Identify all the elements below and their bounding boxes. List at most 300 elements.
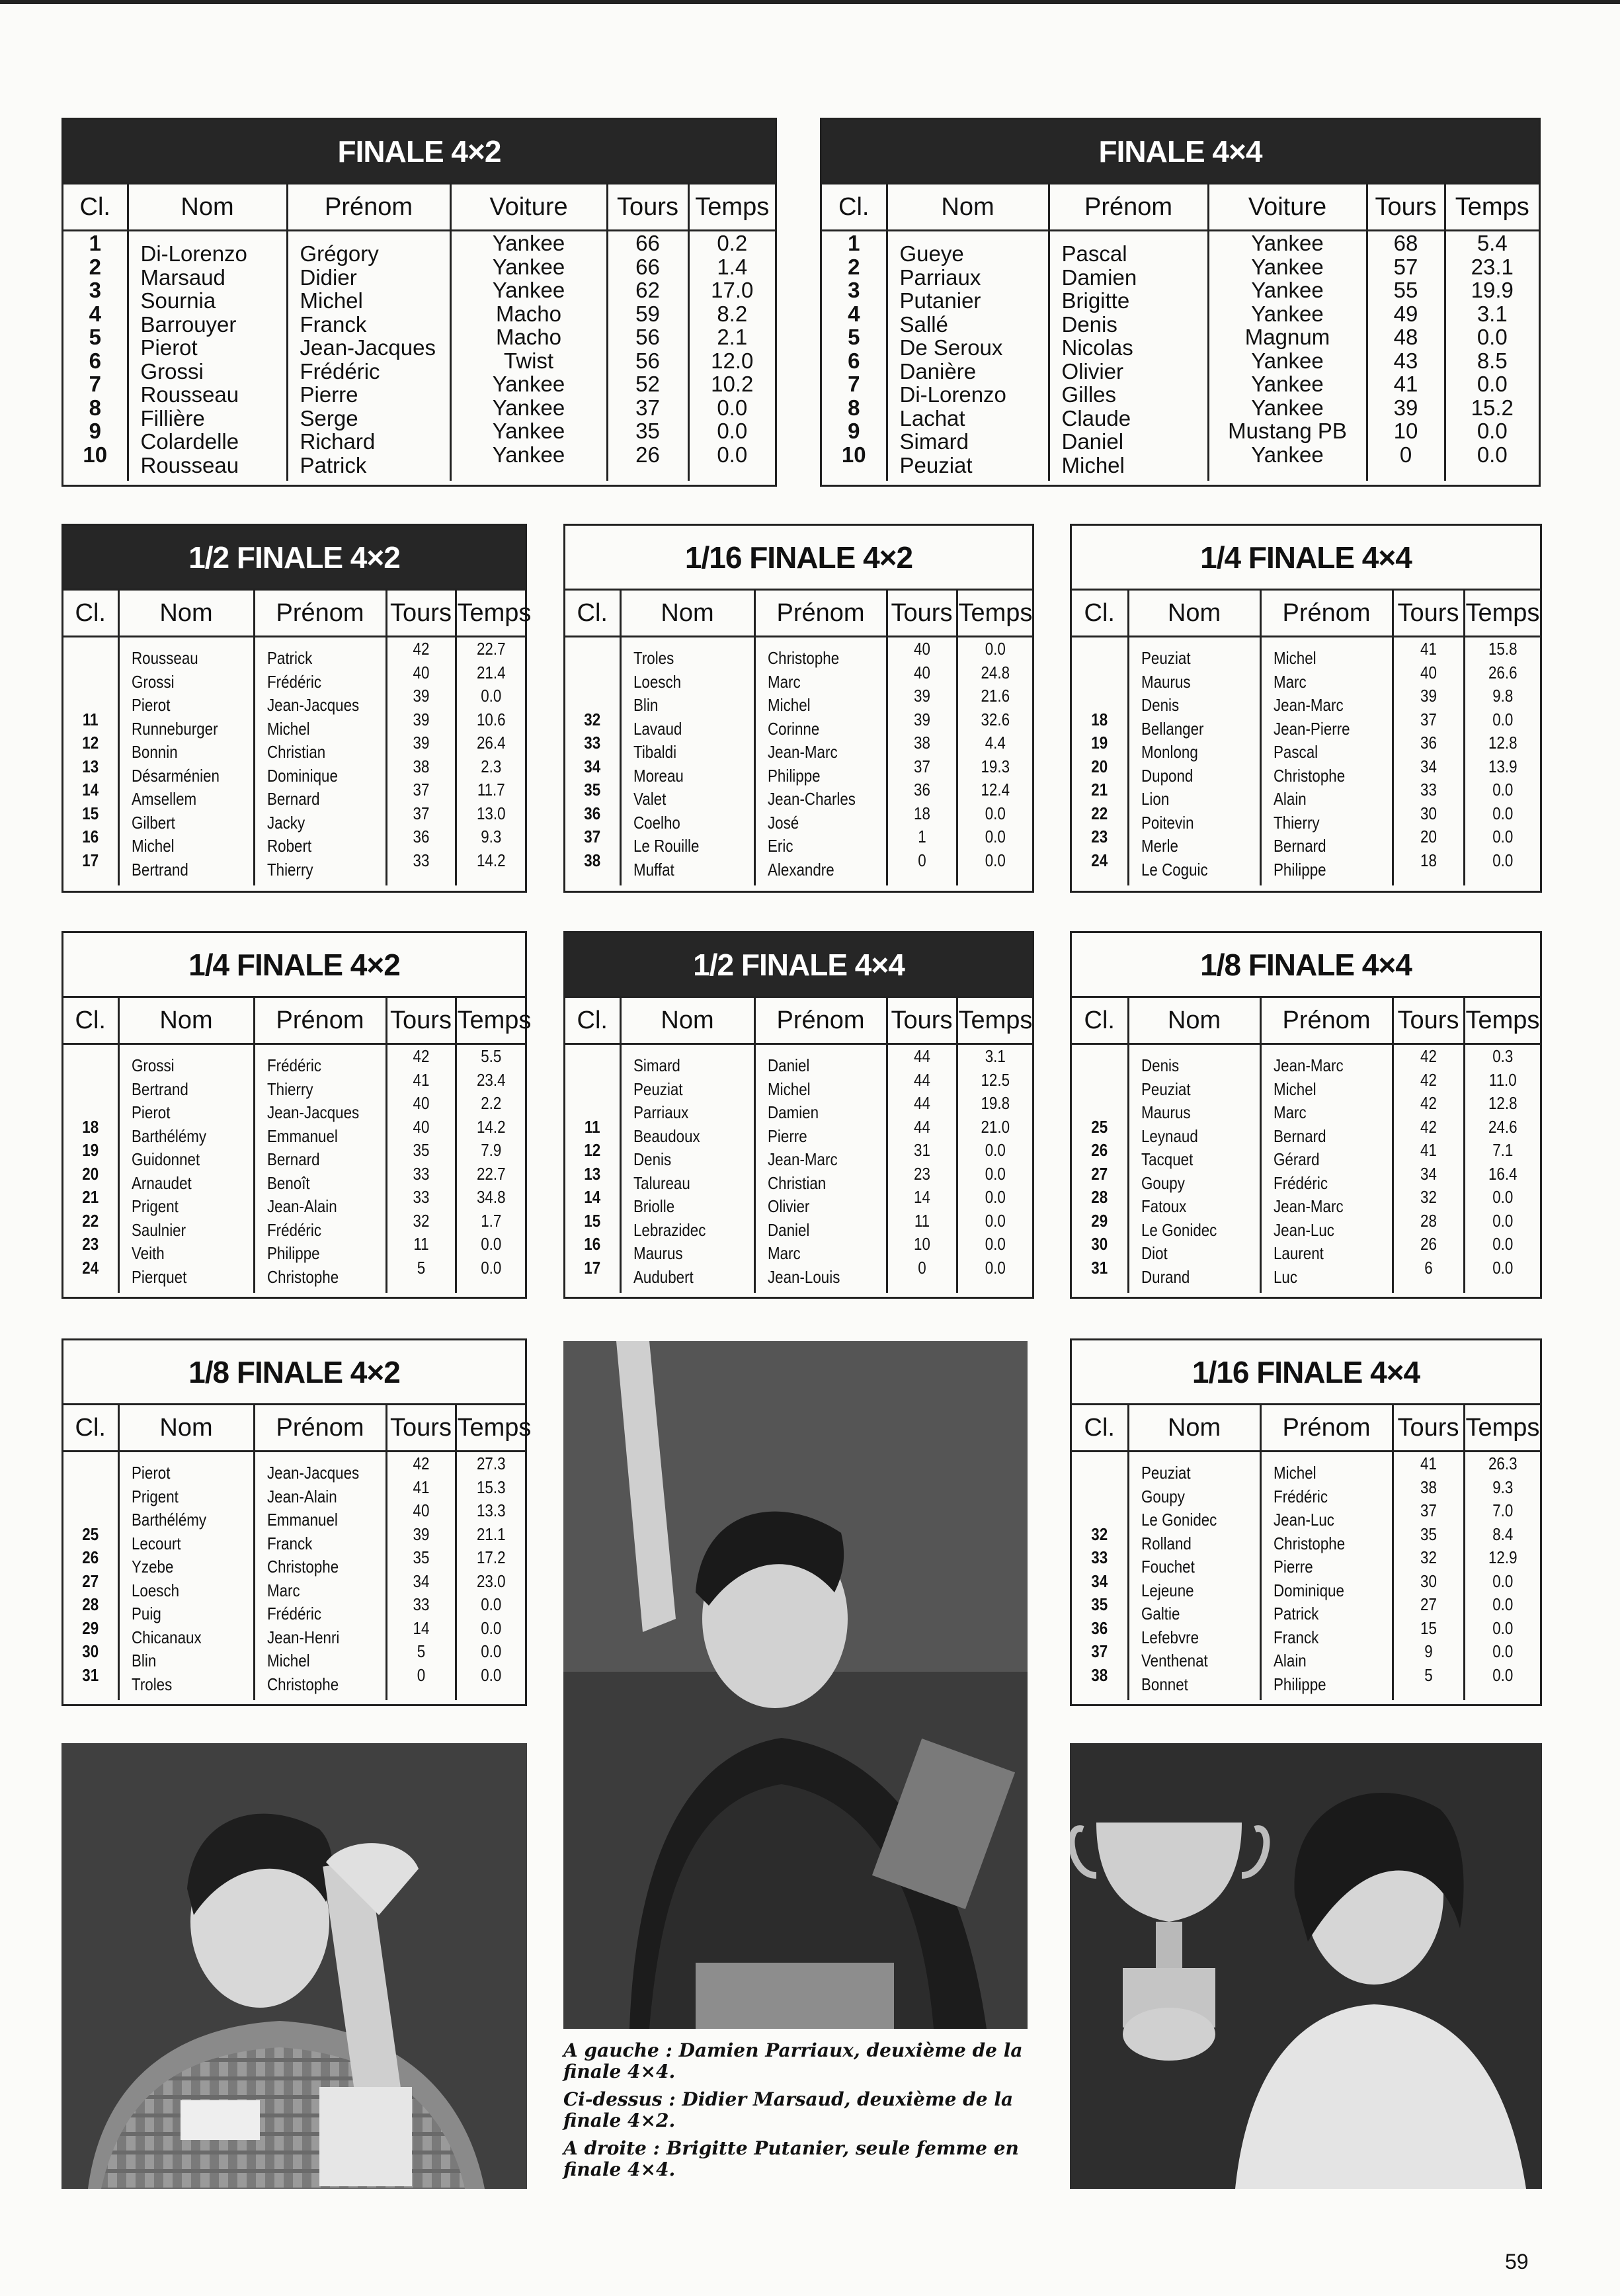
header-prenom: Prénom [254,591,386,637]
cell-value: Brigitte [1061,288,1130,313]
body-row [822,231,1539,481]
col-temps [1464,1044,1540,1293]
header-tours: Tours [386,591,456,637]
cell-value: Bellanger [1141,718,1203,739]
cell-value: 35 [584,780,601,800]
cell-value: Yankee [492,442,565,467]
cell-value: Eric [767,836,793,856]
cell-value: 26.6 [1488,662,1518,682]
cell-value: 0.0 [985,1140,1006,1160]
photo-caption [563,2040,1039,2187]
cell-value: 56 [635,348,660,373]
cell-value: 16 [584,1234,601,1254]
cell-value: Pierot [131,695,170,715]
header-nom: Nom [620,591,754,637]
cell-value: 7 [89,372,101,396]
cell-value: 6 [89,348,101,373]
table-seizieme-4x4 [1070,1338,1542,1706]
header-row [1072,591,1540,637]
cell-value: 1.4 [717,254,748,279]
table-title: 1/2 FINALE 4×2 [63,526,525,591]
cell-value: Bernard [266,789,320,809]
col-tours [1393,637,1464,886]
cell-value: 24 [82,1257,99,1278]
cell-value: Goupy [1141,1172,1185,1193]
header-tours: Tours [887,591,957,637]
cell-value: 0 [1399,442,1412,467]
cell-value: 8 [89,395,101,420]
cell-value: 49 [1393,301,1418,326]
cell-value: Guidonnet [131,1149,200,1169]
cell-value: 0 [917,1257,926,1278]
cell-value: Didier [300,265,357,290]
cell-value: 0.0 [1477,419,1508,443]
cell-value: Jean-Alain [266,1196,337,1216]
cell-value: Yankee [1251,395,1324,420]
cell-value: 21.1 [476,1524,506,1544]
cell-value: Macho [495,325,562,349]
cell-value: Pierot [131,1102,170,1122]
cell-value: Loesch [131,1580,179,1600]
cell-value: 44 [913,1046,930,1066]
cell-value [1076,1092,1123,1116]
cell-value: José [767,812,799,833]
table-title: FINALE 4×4 [822,120,1539,184]
cell-value: 12.0 [711,348,754,373]
cell-value: 35 [413,1547,429,1567]
cell-value [1076,1499,1123,1523]
cell-value: 42 [1420,1046,1437,1066]
cell-value: 0.0 [985,1187,1006,1207]
cell-value: Marc [767,1243,801,1263]
cell-value: Dupond [1141,765,1193,786]
table-huitieme-4x2 [61,1338,532,1706]
cell-value: Briolle [633,1196,674,1216]
cell-value: 19 [1091,733,1108,753]
header-prenom: Prénom [1260,1405,1393,1452]
header-cl: Cl. [63,591,118,637]
cell-value [67,1499,114,1523]
col-cl [63,1044,118,1293]
cell-value: Jean-Marc [767,1149,838,1169]
cell-value: Michel [1061,452,1125,477]
col-nom [128,231,287,481]
cell-value: 0.0 [1492,1594,1513,1614]
cell-value: 39 [913,709,930,729]
cell-value: 9 [848,419,860,443]
col-nom [620,637,754,886]
cell-value: 35 [635,419,660,443]
cell-value: 16.4 [1488,1163,1518,1184]
cell-value: Daniel [1061,429,1124,454]
cell-value [569,1069,616,1092]
cell-value: Yankee [1251,301,1324,326]
cell-value: 19.8 [980,1093,1010,1113]
header-cl: Cl. [565,591,620,637]
cell-value: 32 [1420,1547,1437,1567]
cell-value: Franck [1273,1627,1318,1647]
cell-value: 35 [1091,1594,1108,1614]
cell-value: 42 [413,639,429,659]
col-tours [386,637,456,886]
cell-value [569,684,616,708]
header-prenom: Prénom [754,591,887,637]
cell-value: 40 [913,639,930,659]
cell-value: 56 [635,325,660,349]
cell-value: Simard [633,1055,680,1075]
cell-value: 40 [413,1093,429,1113]
col-prenom [287,231,450,481]
cell-value: 44 [913,1069,930,1090]
cell-value: 36 [1420,733,1437,753]
cell-value [67,1069,114,1092]
cell-value: 42 [1420,1069,1437,1090]
col-nom [887,231,1049,481]
cell-value: Patrick [300,452,367,477]
cell-value: Bonnin [131,742,178,762]
cell-value: Yankee [1251,231,1324,255]
cell-value: 40 [1420,662,1437,682]
cell-value: 0.3 [1492,1046,1513,1066]
cell-value: 3 [89,278,101,302]
col-prenom [1260,1044,1393,1293]
col-prenom [754,637,887,886]
photo-boy-with-trophy [61,1743,527,2189]
cell-value [67,684,114,708]
cell-value: Frédéric [266,1055,321,1075]
cell-value: 9.3 [480,827,501,846]
col-cl [63,231,128,481]
cell-value: 37 [584,827,601,846]
cell-value: Yankee [1251,254,1324,279]
cell-value: Tacquet [1141,1149,1193,1169]
cell-value: Michel [131,836,175,856]
cell-value: 0.0 [1477,442,1508,467]
cell-value: 15 [1420,1618,1437,1638]
cell-value: 40 [413,1116,429,1137]
caption-line: A gauche : Damien Parriaux, deuxième de la finale 4×4. [563,2039,1023,2082]
cell-value: 21 [82,1187,99,1207]
cell-value: 26 [1091,1140,1108,1160]
cell-value: 18 [1420,850,1437,870]
col-temps [456,637,525,886]
header-prenom: Prénom [287,184,450,231]
cell-value: 35 [413,1140,429,1160]
cell-value: Chicanaux [131,1627,202,1647]
cell-value: Di-Lorenzo [899,382,1006,407]
cell-value: Pierot [131,1463,170,1483]
col-tours [386,1452,456,1701]
cell-value: Gilles [1061,382,1117,407]
header-tours: Tours [607,184,688,231]
body-row [63,637,525,886]
cell-value: Jean-Pierre [1273,718,1350,739]
col-prenom [754,1044,887,1293]
cell-value: Christian [266,742,325,762]
cell-value: Prigent [131,1196,179,1216]
cell-value: 12.8 [1488,1093,1518,1113]
cell-value: 41 [1420,1454,1437,1473]
cell-value: Yankee [1251,278,1324,302]
header-tours: Tours [386,1405,456,1452]
cell-value: 39 [413,1524,429,1544]
cell-value: Sallé [899,311,948,337]
col-prenom [254,1044,386,1293]
cell-value: 32 [1420,1187,1437,1207]
cell-value: Pierot [140,335,198,360]
results-table [565,998,1032,1293]
cell-value: 27 [1091,1163,1108,1184]
cell-value: 15 [82,803,99,823]
cell-value: 14 [913,1187,930,1207]
header-tours: Tours [1393,591,1464,637]
col-cl [63,1452,118,1701]
cell-value: 15 [584,1210,601,1231]
cell-value: 0.0 [480,686,501,706]
cell-value: Lavaud [633,718,682,739]
cell-value: 3.1 [1477,301,1508,326]
cell-value: 24.8 [980,662,1010,682]
cell-value: 5.4 [1477,231,1508,255]
cell-value: Puig [131,1604,161,1623]
cell-value: Magnum [1244,325,1330,349]
cell-value: 9 [89,419,101,443]
cell-value: 14.2 [476,850,506,870]
cell-value: 23.4 [476,1069,506,1090]
results-table [1072,998,1540,1293]
header-temps: Temps [1464,998,1540,1044]
cell-value: 52 [635,372,660,396]
cell-value: 12.5 [980,1069,1010,1090]
col-cl [565,1044,620,1293]
top-rule [0,0,1620,4]
cell-value: 10.6 [476,709,506,729]
header-temps: Temps [1464,1405,1540,1452]
cell-value: Michel [1273,1463,1316,1483]
header-temps: Temps [456,998,525,1044]
cell-value [569,1092,616,1116]
cell-value: Jean-Marc [1273,1055,1344,1075]
cell-value: 14 [584,1187,601,1207]
cell-value: 0.0 [1492,803,1513,823]
cell-value: 37 [413,780,429,800]
cell-value: 0.0 [1492,1234,1513,1254]
header-prenom: Prénom [1260,591,1393,637]
cell-value: Goupy [1141,1486,1185,1506]
col-cl [565,637,620,886]
cell-value: Lion [1141,789,1169,809]
cell-value: 13 [82,756,99,776]
cell-value: 37 [1420,709,1437,729]
header-nom: Nom [118,1405,254,1452]
col-nom [1128,1044,1260,1293]
cell-value: Bertrand [131,1079,188,1099]
cell-value: 18 [82,1116,99,1137]
header-prenom: Prénom [1049,184,1208,231]
cell-value: 1.7 [480,1210,501,1231]
header-cl: Cl. [1072,998,1128,1044]
header-cl: Cl. [63,1405,118,1452]
col-prenom [254,1452,386,1701]
header-temps: Temps [957,591,1032,637]
caption-line: Ci-dessus : Didier Marsaud, deuxième de la finale 4×2. [563,2088,1014,2131]
cell-value: 22 [1091,803,1108,823]
cell-value: 17 [82,850,99,870]
body-row [565,637,1032,886]
table-demi-4x2 [61,524,532,893]
cell-value: Jean-Luc [1273,1510,1334,1530]
cell-value: Maurus [633,1243,683,1263]
cell-value: 0.0 [480,1618,501,1638]
cell-value: Durand [1141,1266,1190,1287]
cell-value: Alain [1273,1651,1307,1670]
cell-value: 13.3 [476,1500,506,1520]
cell-value: Moreau [633,765,684,786]
cell-value [1076,661,1123,685]
cell-value: Daniel [767,1219,809,1240]
cell-value: 42 [1420,1093,1437,1113]
cell-value: Marc [1273,671,1307,692]
cell-value: 4 [848,301,860,326]
cell-value: 16 [82,827,99,846]
table-title: 1/8 FINALE 4×2 [63,1340,525,1405]
cell-value: 7.0 [1492,1500,1513,1520]
cell-value: Danière [899,358,977,384]
table-title: 1/4 FINALE 4×2 [63,933,525,998]
cell-value: 29 [1091,1210,1108,1231]
col-temps [456,1452,525,1701]
cell-value: 22 [82,1210,99,1231]
cell-value: Barthélémy [131,1126,206,1146]
col-cl [1072,637,1128,886]
cell-value: 32 [584,709,601,729]
header-nom: Nom [887,184,1049,231]
table-title: FINALE 4×2 [63,120,775,184]
cell-value [67,661,114,685]
cell-value: 30 [1420,1571,1437,1591]
cell-value: 41 [1393,372,1418,396]
cell-value: Sournia [140,288,216,313]
cell-value: Galtie [1141,1604,1180,1623]
col-temps [1464,637,1540,886]
cell-value: Amsellem [131,789,196,809]
header-voiture: Voiture [1208,184,1367,231]
table-title: 1/2 FINALE 4×4 [565,933,1032,998]
col-cl [1072,1452,1128,1701]
cell-value: Pascal [1273,742,1318,762]
cell-value: 28 [1420,1210,1437,1231]
cell-value: Lachat [899,405,965,430]
cell-value: 11.7 [477,780,505,800]
results-table [1072,1405,1540,1700]
cell-value: Laurent [1273,1243,1324,1263]
header-temps: Temps [456,1405,525,1452]
cell-value: 39 [1420,686,1437,706]
cell-value: 0.0 [1492,780,1513,800]
cell-value: 23.0 [476,1571,506,1591]
cell-value: 40 [913,662,930,682]
cell-value: 7 [848,372,860,396]
cell-value: 29 [82,1618,99,1638]
cell-value: 28 [82,1594,99,1614]
cell-value: Fillière [140,405,205,430]
cell-value: 0.0 [985,1257,1006,1278]
header-nom: Nom [1128,1405,1260,1452]
cell-value: Michel [300,288,363,313]
cell-value: 36 [584,803,601,823]
table-finale-4x4 [820,118,1541,487]
cell-value: 10 [83,442,108,467]
cell-value: 12 [82,733,99,753]
cell-value: Damien [767,1102,819,1122]
table-huitieme-4x4 [1070,931,1542,1299]
results-table [1072,591,1540,885]
header-nom: Nom [620,998,754,1044]
header-tours: Tours [386,998,456,1044]
cell-value: Frédéric [1273,1486,1328,1506]
table-title: 1/8 FINALE 4×4 [1072,933,1540,998]
cell-value: Jean-Jacques [266,1463,359,1483]
cell-value: Frédéric [300,358,380,384]
cell-value: Parriaux [633,1102,688,1122]
cell-value: Pierre [300,382,358,407]
cell-value: 13.0 [476,803,506,823]
cell-value: 8 [848,395,860,420]
col-cl [63,637,118,886]
cell-value: Rolland [1141,1533,1192,1553]
header-nom: Nom [128,184,287,231]
cell-value: 43 [1393,348,1418,373]
cell-value: 0.0 [717,419,748,443]
cell-value: 27 [1420,1594,1437,1614]
cell-value: 15.2 [1471,395,1514,420]
cell-value: Rousseau [140,382,239,407]
cell-value: 34 [584,756,601,776]
cell-value: 0.0 [717,395,748,420]
cell-value: 24 [1091,850,1108,870]
cell-value: 37 [413,803,429,823]
cell-value: 13.9 [1488,756,1518,776]
cell-value: 9 [1424,1641,1433,1661]
cell-value [569,1045,616,1069]
cell-value: Barrouyer [140,311,237,337]
cell-value [67,1045,114,1069]
cell-value: Saulnier [131,1219,186,1240]
col-voiture [1208,231,1367,481]
cell-value: Denis [1141,695,1179,715]
cell-value: 57 [1393,254,1418,279]
cell-value: 22.7 [476,1163,506,1184]
cell-value: Colardelle [140,429,239,454]
cell-value: Michel [1273,1079,1316,1099]
cell-value: Talureau [633,1172,690,1193]
cell-value: 8.2 [717,301,748,326]
cell-value: 20 [1091,756,1108,776]
table-finale-4x2 [61,118,777,487]
cell-value: Marc [1273,1102,1307,1122]
cell-value: 17 [584,1257,601,1278]
cell-value: 38 [413,756,429,776]
cell-value: Pierre [767,1126,807,1146]
cell-value: 66 [635,231,660,255]
cell-value: Luc [1273,1266,1297,1287]
header-row [1072,998,1540,1044]
cell-value: 39 [413,709,429,729]
cell-value: Yankee [492,254,565,279]
cell-value: 18 [1091,709,1108,729]
col-temps [1464,1452,1540,1701]
cell-value: 32 [413,1210,429,1231]
